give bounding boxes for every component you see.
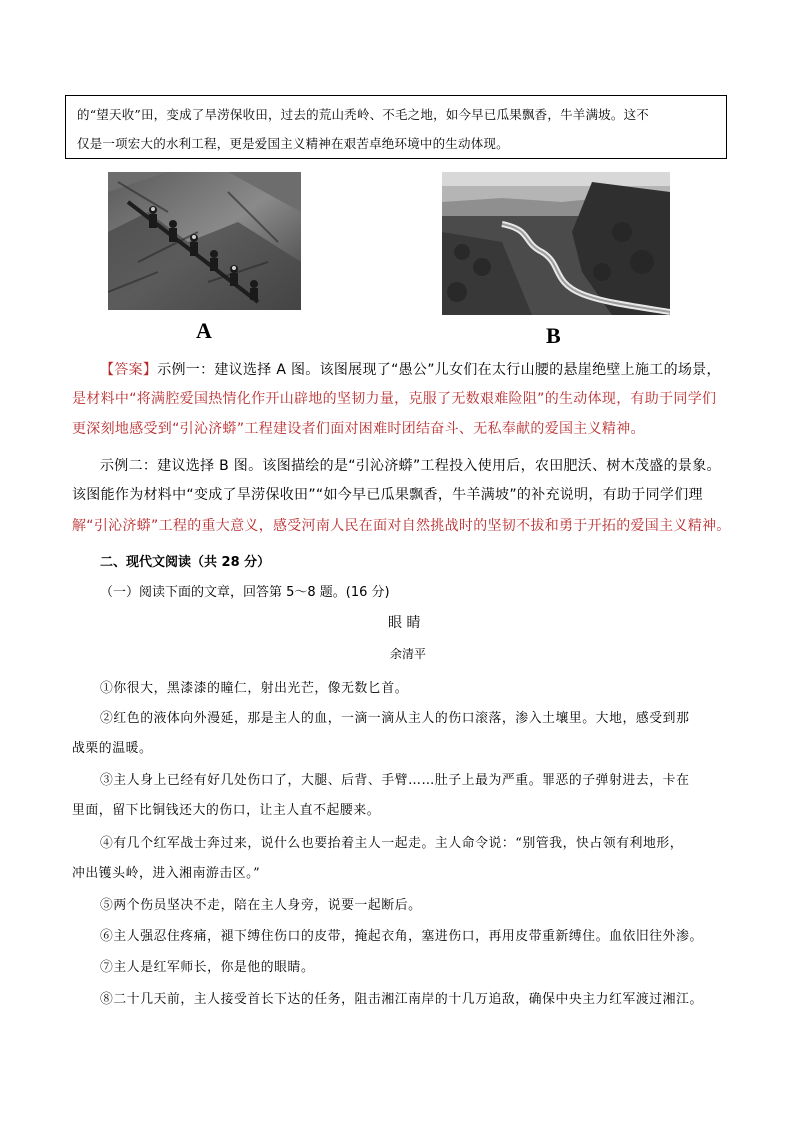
answer-ex1-line-2: 是材料中“将满腔爱国热情化作开山辟地的坚韧力量，克服了无数艰难险阻”的生动体现，有助于同学们 <box>72 391 717 407</box>
article-paragraph-3-line-2: 里面，留下比铜钱还大的伤口，让主人直不起腰来。 <box>72 803 381 818</box>
answer-ex2-line-3: 解“引沁济蟒”工程的重大意义，感受河南人民在面对自然挑战时的坚韧不拔和勇于开拓的爱国主义精神。 <box>72 518 731 534</box>
photo-a-cliff-workers <box>108 172 301 310</box>
answer-tag: 【答案】 <box>100 362 158 378</box>
article-paragraph-3-line-1: ③主人身上已经有好几处伤口了，大腿、后背、手臂……肚子上最为严重。罪恶的子弹射进去，卡在 <box>100 773 690 788</box>
photo-b-caption: B <box>546 323 561 348</box>
article-paragraph-4-line-2: 冲出镬头岭，进入湘南游击区。” <box>72 866 261 881</box>
material-box <box>65 95 727 159</box>
photo-a-caption: A <box>196 318 212 343</box>
article-paragraph-5: ⑤两个伤员坚决不走，陪在主人身旁，说要一起断后。 <box>100 898 422 913</box>
article-paragraph-8: ⑧二十几天前，主人接受首长下达的任务，阻击湘江南岸的十几万追敌，确保中央主力红军渡过湘江。 <box>100 992 703 1007</box>
answer-ex1-line-3: 更深刻地感受到“引沁济蟒”工程建设者们面对困难时团结奋斗、无私奉献的爱国主义精神。 <box>72 421 645 437</box>
article-paragraph-4-line-1: ④有几个红军战士奔过来，说什么也要抬着主人一起走。主人命令说：“别管我，快占领有利地形， <box>100 836 684 851</box>
photo-b-canal-landscape <box>442 172 670 315</box>
article-title: 眼 睛 <box>388 615 421 631</box>
answer-ex2-line-2: 该图能作为材料中“变成了旱涝保收田”“如今早已瓜果飘香，牛羊满坡”的补充说明，有助于同学们理 <box>72 487 703 503</box>
article-paragraph-7: ⑦主人是红军师长，你是他的眼睛。 <box>100 960 315 975</box>
section-instruction: （一）阅读下面的文章，回答第 5～8 题。(16 分) <box>100 585 390 600</box>
article-paragraph-6: ⑥主人强忍住疼痛，褪下缚住伤口的皮带，掩起衣角，塞进伤口，再用皮带重新缚住。血依旧往外渗。 <box>100 929 703 944</box>
material-line-1: 的“望天收”田，变成了旱涝保收田，过去的荒山秃岭、不毛之地，如今早已瓜果飘香，牛羊满坡。这不 <box>77 107 649 122</box>
article-paragraph-2-line-1: ②红色的液体向外漫延，那是主人的血，一滴一滴从主人的伤口滚落，渗入土壤里。大地，感受到那 <box>100 711 690 726</box>
answer-ex1-text-1: 示例一：建议选择 A 图。该图展现了“愚公”儿女们在太行山腰的悬崖绝壁上施工的场景， <box>157 362 721 378</box>
answer-ex1-line-1 <box>100 359 721 379</box>
article-paragraph-1: ①你很大，黑漆漆的瞳仁，射出光芒，像无数匕首。 <box>100 681 409 696</box>
article-author: 余清平 <box>390 647 427 661</box>
article-paragraph-2-line-2: 战栗的温暖。 <box>72 741 153 756</box>
answer-ex2-line-1: 示例二：建议选择 B 图。该图描绘的是“引沁济蟒”工程投入使用后，农田肥沃、树木茂盛的景象。 <box>100 458 721 474</box>
material-line-2: 仅是一项宏大的水利工程，更是爱国主义精神在艰苦卓绝环境中的生动体现。 <box>77 136 509 151</box>
section-heading: 二、现代文阅读（共 28 分） <box>100 555 271 570</box>
